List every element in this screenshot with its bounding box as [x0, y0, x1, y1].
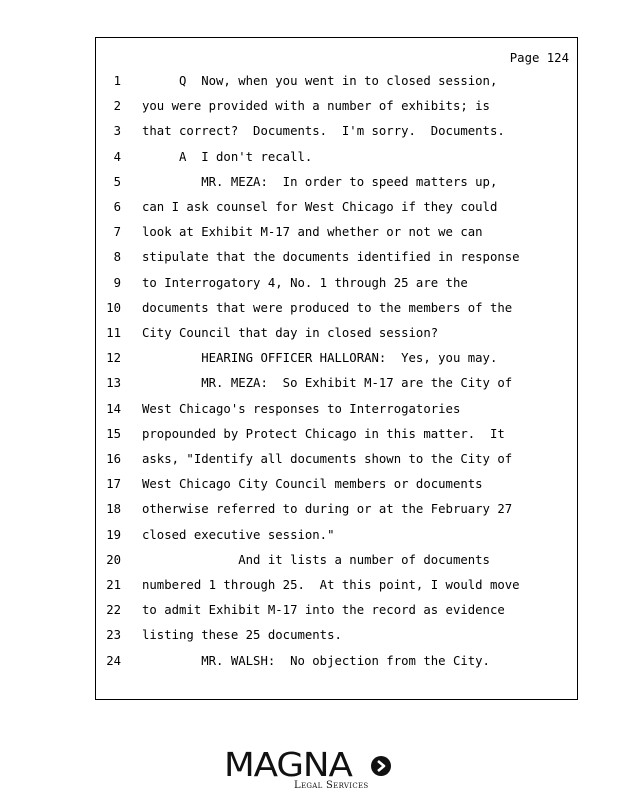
logo-subtitle: Legal Services — [294, 780, 369, 791]
line-number: 17 — [106, 477, 121, 492]
line-number: 9 — [113, 275, 121, 290]
line-number: 8 — [113, 250, 121, 265]
line-text: otherwise referred to during or at the February 27 — [142, 502, 513, 517]
line-number: 6 — [113, 200, 121, 214]
line-text: to admit Exhibit M-17 into the record as evidence — [142, 603, 505, 618]
line-text: stipulate that the documents identified in response — [142, 250, 520, 265]
transcript-line — [96, 222, 577, 242]
line-number: 20 — [106, 552, 121, 567]
transcript-line — [96, 96, 577, 116]
line-text: West Chicago City Council members or documents — [142, 477, 483, 492]
transcript-line — [96, 323, 577, 343]
line-text: MR. WALSH: No objection from the City. — [142, 653, 490, 668]
transcript-line — [96, 348, 577, 368]
line-number: 3 — [113, 124, 121, 139]
line-number: 13 — [106, 376, 121, 391]
line-number: 11 — [106, 326, 121, 340]
line-text: HEARING OFFICER HALLORAN: Yes, you may. — [142, 351, 498, 366]
line-text: MR. MEZA: So Exhibit M-17 are the City of — [142, 376, 513, 391]
line-text: West Chicago's responses to Interrogatories — [142, 401, 461, 416]
line-number: 19 — [106, 527, 121, 542]
transcript-line — [96, 121, 577, 141]
line-text: And it lists a number of documents — [142, 552, 490, 567]
line-number: 10 — [106, 300, 121, 315]
logo-wordmark: MAGNA — [224, 745, 352, 784]
transcript-line — [96, 575, 577, 595]
transcript-line — [96, 474, 577, 494]
line-number: 5 — [113, 174, 121, 189]
transcript-line — [96, 273, 577, 293]
transcript-line — [96, 499, 577, 519]
transcript-line — [96, 449, 577, 469]
line-number: 22 — [106, 603, 121, 618]
transcript-line — [96, 373, 577, 393]
transcript-line — [96, 399, 577, 419]
line-text: propounded by Protect Chicago in this matter. It — [142, 426, 505, 441]
line-number: 1 — [113, 74, 121, 88]
line-text: listing these 25 documents. — [142, 628, 342, 643]
transcript-line — [96, 651, 577, 671]
line-number: 23 — [106, 628, 121, 643]
transcript-line — [96, 197, 577, 217]
transcript-line — [96, 172, 577, 192]
line-text: documents that were produced to the members of the — [142, 300, 513, 315]
line-number: 18 — [106, 502, 121, 517]
line-number: 14 — [106, 401, 121, 416]
line-text: can I ask counsel for West Chicago if they could — [142, 200, 498, 214]
transcript-page — [95, 37, 578, 700]
line-text: Q Now, when you went in to closed session, — [142, 74, 498, 88]
line-number: 12 — [106, 351, 121, 366]
arrow-circle-icon — [370, 755, 392, 777]
line-text: MR. MEZA: In order to speed matters up, — [142, 174, 498, 189]
line-text: numbered 1 through 25. At this point, I would move — [142, 578, 520, 592]
line-number: 24 — [106, 653, 121, 668]
transcript-line — [96, 525, 577, 545]
page-number: Page 124 — [509, 51, 569, 65]
line-text: A I don't recall. — [142, 149, 313, 164]
transcript-line — [96, 247, 577, 267]
line-text: closed executive session." — [142, 527, 335, 542]
line-number: 21 — [106, 578, 121, 592]
line-number: 15 — [106, 426, 121, 441]
line-number: 7 — [113, 225, 121, 240]
transcript-line — [96, 147, 577, 167]
transcript-line — [96, 600, 577, 620]
line-text: City Council that day in closed session? — [142, 326, 439, 340]
magna-logo — [222, 745, 397, 793]
transcript-line — [96, 71, 577, 91]
transcript-line — [96, 298, 577, 318]
transcript-line — [96, 625, 577, 645]
line-text: asks, "Identify all documents shown to the City of — [142, 452, 513, 466]
line-text: look at Exhibit M-17 and whether or not we can — [142, 225, 483, 240]
line-number: 4 — [113, 149, 121, 164]
line-text: that correct? Documents. I'm sorry. Documents. — [142, 124, 505, 139]
transcript-line — [96, 424, 577, 444]
transcript-line — [96, 550, 577, 570]
line-number: 16 — [106, 452, 121, 466]
line-text: to Interrogatory 4, No. 1 through 25 are the — [142, 275, 468, 290]
line-number: 2 — [113, 99, 121, 114]
line-text: you were provided with a number of exhibits; is — [142, 99, 490, 114]
